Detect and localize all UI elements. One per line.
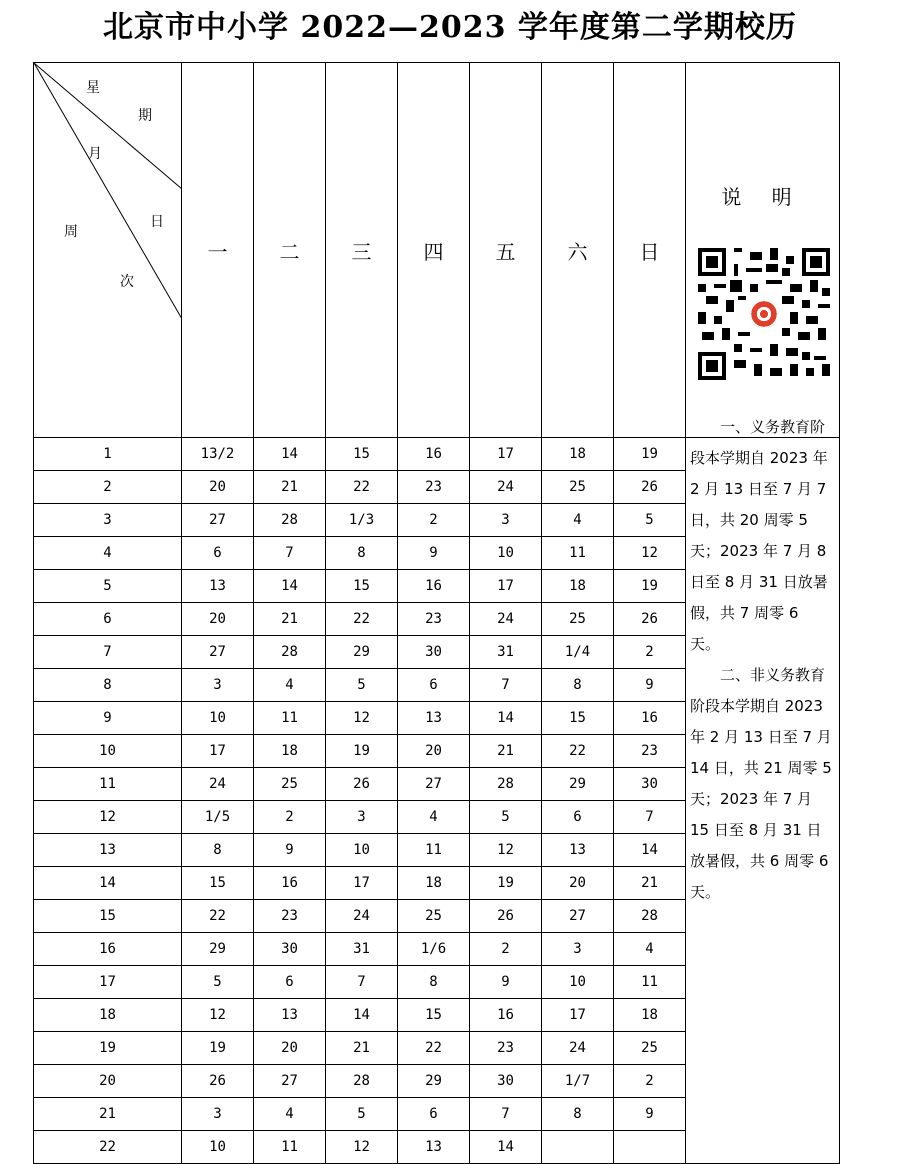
weekday-header-mon: 一	[182, 63, 254, 438]
corner-label-zhou: 周	[64, 224, 78, 240]
page-title: 北京市中小学 2022—2023 学年度第二学期校历	[103, 10, 797, 45]
week-number-cell: 8	[34, 669, 182, 702]
week-number-cell: 16	[34, 933, 182, 966]
day-cell: 9	[254, 834, 326, 867]
day-cell: 4	[254, 1098, 326, 1131]
day-cell: 8	[542, 1098, 614, 1131]
day-cell: 24	[542, 1032, 614, 1065]
day-cell: 9	[614, 669, 686, 702]
day-cell: 14	[326, 999, 398, 1032]
day-cell: 30	[398, 636, 470, 669]
day-cell: 28	[470, 768, 542, 801]
day-cell: 11	[542, 537, 614, 570]
day-cell: 24	[326, 900, 398, 933]
day-cell: 3	[470, 504, 542, 537]
day-cell: 2	[614, 1065, 686, 1098]
day-cell: 15	[398, 999, 470, 1032]
day-cell: 13	[182, 570, 254, 603]
day-cell: 26	[614, 603, 686, 636]
day-cell: 14	[470, 1131, 542, 1164]
day-cell: 27	[542, 900, 614, 933]
day-cell: 11	[254, 702, 326, 735]
day-cell: 22	[326, 603, 398, 636]
day-cell: 23	[254, 900, 326, 933]
weekday-header-sat: 六	[542, 63, 614, 438]
day-cell: 12	[326, 702, 398, 735]
day-cell: 11	[398, 834, 470, 867]
day-cell: 16	[398, 438, 470, 471]
day-cell: 26	[614, 471, 686, 504]
notes-text	[690, 412, 832, 908]
day-cell: 6	[254, 966, 326, 999]
day-cell: 20	[398, 735, 470, 768]
day-cell: 4	[542, 504, 614, 537]
day-cell: 4	[614, 933, 686, 966]
day-cell: 16	[398, 570, 470, 603]
week-number-cell: 20	[34, 1065, 182, 1098]
day-cell: 15	[326, 570, 398, 603]
day-cell	[614, 1131, 686, 1164]
day-cell: 1/6	[398, 933, 470, 966]
day-cell: 2	[254, 801, 326, 834]
day-cell: 14	[254, 570, 326, 603]
day-cell: 22	[542, 735, 614, 768]
week-number-cell: 5	[34, 570, 182, 603]
day-cell: 25	[254, 768, 326, 801]
day-cell: 6	[398, 669, 470, 702]
day-cell: 10	[326, 834, 398, 867]
day-cell	[542, 1131, 614, 1164]
day-cell: 6	[542, 801, 614, 834]
day-cell: 24	[182, 768, 254, 801]
day-cell: 17	[470, 570, 542, 603]
day-cell: 13/2	[182, 438, 254, 471]
day-cell: 15	[542, 702, 614, 735]
day-cell: 1/5	[182, 801, 254, 834]
day-cell: 16	[470, 999, 542, 1032]
day-cell: 20	[254, 1032, 326, 1065]
day-cell: 20	[182, 471, 254, 504]
day-cell: 21	[326, 1032, 398, 1065]
day-cell: 12	[182, 999, 254, 1032]
day-cell: 25	[542, 603, 614, 636]
weekday-header-fri: 五	[470, 63, 542, 438]
week-number-cell: 10	[34, 735, 182, 768]
week-number-cell: 4	[34, 537, 182, 570]
day-cell: 15	[326, 438, 398, 471]
day-cell: 3	[542, 933, 614, 966]
day-cell: 29	[542, 768, 614, 801]
day-cell: 5	[326, 1098, 398, 1131]
week-number-cell: 6	[34, 603, 182, 636]
day-cell: 4	[398, 801, 470, 834]
day-cell: 8	[326, 537, 398, 570]
day-cell: 25	[614, 1032, 686, 1065]
week-number-cell: 21	[34, 1098, 182, 1131]
week-number-cell: 18	[34, 999, 182, 1032]
day-cell: 26	[470, 900, 542, 933]
day-cell: 12	[470, 834, 542, 867]
week-number-cell: 3	[34, 504, 182, 537]
day-cell: 9	[398, 537, 470, 570]
day-cell: 28	[254, 504, 326, 537]
day-cell: 28	[614, 900, 686, 933]
day-cell: 13	[398, 702, 470, 735]
day-cell: 21	[614, 867, 686, 900]
day-cell: 13	[398, 1131, 470, 1164]
week-number-cell: 19	[34, 1032, 182, 1065]
day-cell: 10	[470, 537, 542, 570]
day-cell: 7	[326, 966, 398, 999]
day-cell: 21	[470, 735, 542, 768]
day-cell: 17	[542, 999, 614, 1032]
day-cell: 16	[254, 867, 326, 900]
day-cell: 10	[182, 1131, 254, 1164]
day-cell: 3	[326, 801, 398, 834]
day-cell: 1/4	[542, 636, 614, 669]
day-cell: 4	[254, 669, 326, 702]
corner-header-cell	[34, 63, 182, 438]
day-cell: 31	[326, 933, 398, 966]
week-number-cell: 1	[34, 438, 182, 471]
diagonal-lines	[34, 63, 182, 319]
day-cell: 29	[182, 933, 254, 966]
day-cell: 22	[182, 900, 254, 933]
day-cell: 11	[254, 1131, 326, 1164]
day-cell: 27	[398, 768, 470, 801]
day-cell: 23	[470, 1032, 542, 1065]
day-cell: 8	[182, 834, 254, 867]
notes-header-label: 说 明	[721, 185, 804, 209]
day-cell: 12	[614, 537, 686, 570]
day-cell: 29	[398, 1065, 470, 1098]
weekday-header-sun: 日	[614, 63, 686, 438]
day-cell: 21	[254, 603, 326, 636]
day-cell: 2	[614, 636, 686, 669]
day-cell: 6	[182, 537, 254, 570]
day-cell: 30	[614, 768, 686, 801]
day-cell: 5	[326, 669, 398, 702]
day-cell: 23	[398, 471, 470, 504]
day-cell: 19	[326, 735, 398, 768]
note-paragraph-1: 一、义务教育阶段本学期自 2023 年 2 月 13 日至 7 月 7 日，共 20 周零 5 天；2023 年 7 月 8 日至 8 月 31 日放暑假，共 7 周零 6 天。	[690, 418, 828, 653]
day-cell: 18	[614, 999, 686, 1032]
weekday-header-wed: 三	[326, 63, 398, 438]
day-cell: 25	[398, 900, 470, 933]
day-cell: 7	[470, 669, 542, 702]
day-cell: 18	[542, 438, 614, 471]
day-cell: 29	[326, 636, 398, 669]
day-cell: 22	[398, 1032, 470, 1065]
day-cell: 2	[470, 933, 542, 966]
day-cell: 16	[614, 702, 686, 735]
day-cell: 7	[470, 1098, 542, 1131]
day-cell: 10	[542, 966, 614, 999]
day-cell: 27	[254, 1065, 326, 1098]
day-cell: 28	[254, 636, 326, 669]
day-cell: 27	[182, 504, 254, 537]
day-cell: 20	[182, 603, 254, 636]
week-number-cell: 17	[34, 966, 182, 999]
qr-code	[698, 248, 830, 380]
weekday-header-tue: 二	[254, 63, 326, 438]
day-cell: 31	[470, 636, 542, 669]
day-cell: 17	[326, 867, 398, 900]
corner-label-yue: 月	[88, 146, 102, 162]
day-cell: 7	[614, 801, 686, 834]
day-cell: 19	[614, 570, 686, 603]
day-cell: 19	[182, 1032, 254, 1065]
day-cell: 11	[614, 966, 686, 999]
day-cell: 13	[254, 999, 326, 1032]
day-cell: 9	[614, 1098, 686, 1131]
day-cell: 5	[614, 504, 686, 537]
day-cell: 5	[182, 966, 254, 999]
note-paragraph-2: 二、非义务教育阶段本学期自 2023 年 2 月 13 日至 7 月 14 日，共 21 周零 5 天；2023 年 7 月 15 日至 8 月 31 日放暑假，共 6 周零 6 天。	[690, 666, 832, 901]
day-cell: 2	[398, 504, 470, 537]
corner-label-xing: 星	[86, 80, 100, 96]
corner-label-ci: 次	[120, 274, 134, 290]
week-number-cell: 7	[34, 636, 182, 669]
day-cell: 12	[326, 1131, 398, 1164]
day-cell: 20	[542, 867, 614, 900]
week-number-cell: 22	[34, 1131, 182, 1164]
day-cell: 14	[614, 834, 686, 867]
week-number-cell: 12	[34, 801, 182, 834]
day-cell: 30	[470, 1065, 542, 1098]
day-cell: 8	[398, 966, 470, 999]
day-cell: 10	[182, 702, 254, 735]
day-cell: 22	[326, 471, 398, 504]
day-cell: 13	[542, 834, 614, 867]
week-number-cell: 11	[34, 768, 182, 801]
day-cell: 19	[470, 867, 542, 900]
day-cell: 6	[398, 1098, 470, 1131]
day-cell: 23	[614, 735, 686, 768]
day-cell: 26	[182, 1065, 254, 1098]
day-cell: 14	[254, 438, 326, 471]
week-number-cell: 9	[34, 702, 182, 735]
day-cell: 5	[470, 801, 542, 834]
day-cell: 3	[182, 1098, 254, 1131]
day-cell: 7	[254, 537, 326, 570]
day-cell: 26	[326, 768, 398, 801]
day-cell: 28	[326, 1065, 398, 1098]
week-number-cell: 13	[34, 834, 182, 867]
week-number-cell: 2	[34, 471, 182, 504]
day-cell: 21	[254, 471, 326, 504]
day-cell: 3	[182, 669, 254, 702]
week-number-cell: 14	[34, 867, 182, 900]
day-cell: 30	[254, 933, 326, 966]
day-cell: 17	[470, 438, 542, 471]
qr-code-icon	[698, 248, 830, 380]
day-cell: 17	[182, 735, 254, 768]
day-cell: 9	[470, 966, 542, 999]
day-cell: 1/3	[326, 504, 398, 537]
corner-label-qi: 期	[138, 108, 152, 124]
day-cell: 25	[542, 471, 614, 504]
corner-label-ri: 日	[150, 214, 164, 230]
day-cell: 18	[542, 570, 614, 603]
day-cell: 14	[470, 702, 542, 735]
day-cell: 19	[614, 438, 686, 471]
day-cell: 1/7	[542, 1065, 614, 1098]
day-cell: 15	[182, 867, 254, 900]
week-number-cell: 15	[34, 900, 182, 933]
day-cell: 23	[398, 603, 470, 636]
weekday-header-thu: 四	[398, 63, 470, 438]
day-cell: 18	[254, 735, 326, 768]
day-cell: 18	[398, 867, 470, 900]
day-cell: 24	[470, 603, 542, 636]
day-cell: 27	[182, 636, 254, 669]
day-cell: 8	[542, 669, 614, 702]
day-cell: 24	[470, 471, 542, 504]
